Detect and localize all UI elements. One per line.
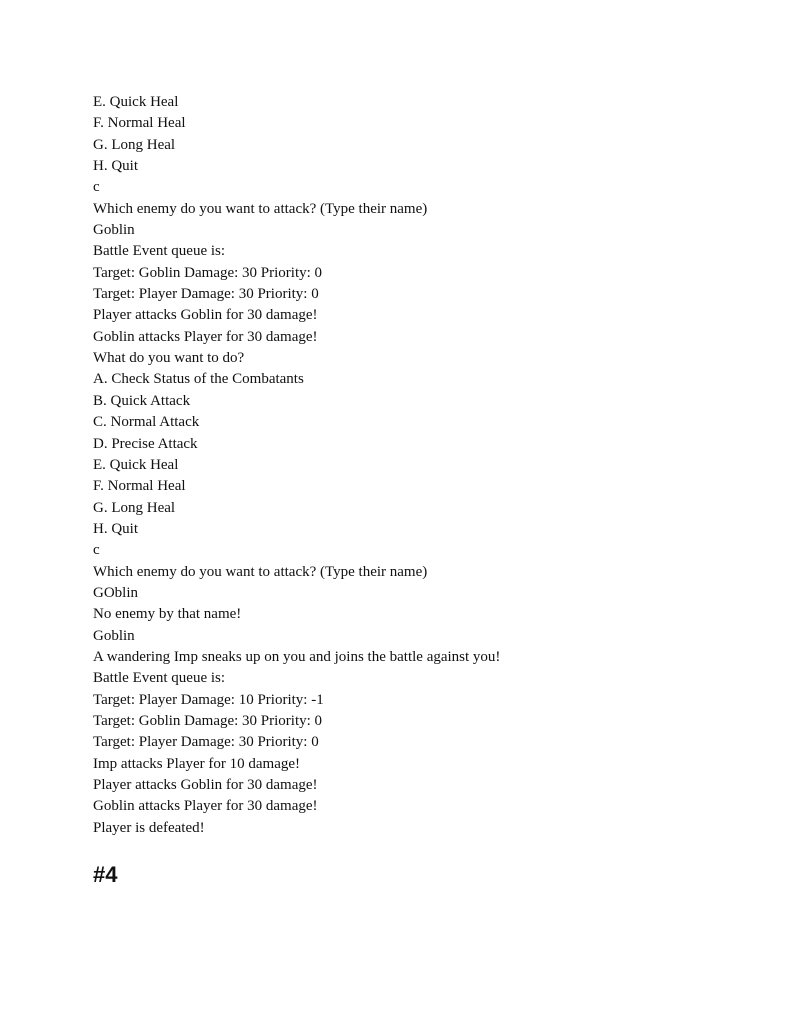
log-line: c: [93, 179, 100, 196]
log-line: No enemy by that name!: [93, 606, 242, 623]
log-line: c: [93, 542, 100, 559]
log-line: Which enemy do you want to attack? (Type their name): [93, 563, 428, 580]
log-line: Imp attacks Player for 10 damage!: [93, 755, 301, 772]
log-line: Player attacks Goblin for 30 damage!: [93, 777, 318, 793]
log-line: E. Quick Heal: [93, 456, 179, 473]
log-line: A wandering Imp sneaks up on you and joins the battle against you!: [93, 648, 501, 665]
log-line: D. Precise Attack: [93, 435, 198, 452]
log-line: Target: Player Damage: 30 Priority: 0: [93, 286, 319, 303]
log-line: F. Normal Heal: [93, 115, 186, 132]
log-line: What do you want to do?: [93, 350, 245, 367]
log-line: F. Normal Heal: [93, 478, 186, 495]
log-line: GOblin: [93, 584, 138, 601]
log-line: G. Long Heal: [93, 499, 176, 516]
log-line: C. Normal Attack: [93, 414, 200, 431]
log-line: Goblin: [93, 222, 135, 239]
log-line: Target: Player Damage: 30 Priority: 0: [93, 734, 319, 751]
log-line: Battle Event queue is:: [93, 670, 226, 687]
log-line: Target: Goblin Damage: 30 Priority: 0: [93, 712, 323, 729]
log-line: Player is defeated!: [93, 819, 205, 836]
console-output-log: [93, 92, 500, 839]
log-line: H. Quit: [93, 520, 138, 537]
log-line: H. Quit: [93, 158, 138, 175]
log-line: Target: Player Damage: 10 Priority: -1: [93, 691, 324, 708]
log-line: Battle Event queue is:: [93, 243, 226, 260]
log-line: Goblin: [93, 627, 135, 644]
log-line: G. Long Heal: [93, 136, 176, 153]
log-line: B. Quick Attack: [93, 392, 191, 409]
log-line: Target: Goblin Damage: 30 Priority: 0: [93, 264, 323, 281]
section-heading: #4: [93, 862, 118, 887]
log-line: Which enemy do you want to attack? (Type their name): [93, 200, 428, 217]
log-line: E. Quick Heal: [93, 94, 179, 110]
log-line: Goblin attacks Player for 30 damage!: [93, 328, 318, 345]
log-line: Goblin attacks Player for 30 damage!: [93, 798, 318, 815]
log-line: Player attacks Goblin for 30 damage!: [93, 307, 318, 324]
log-line: A. Check Status of the Combatants: [93, 371, 304, 388]
